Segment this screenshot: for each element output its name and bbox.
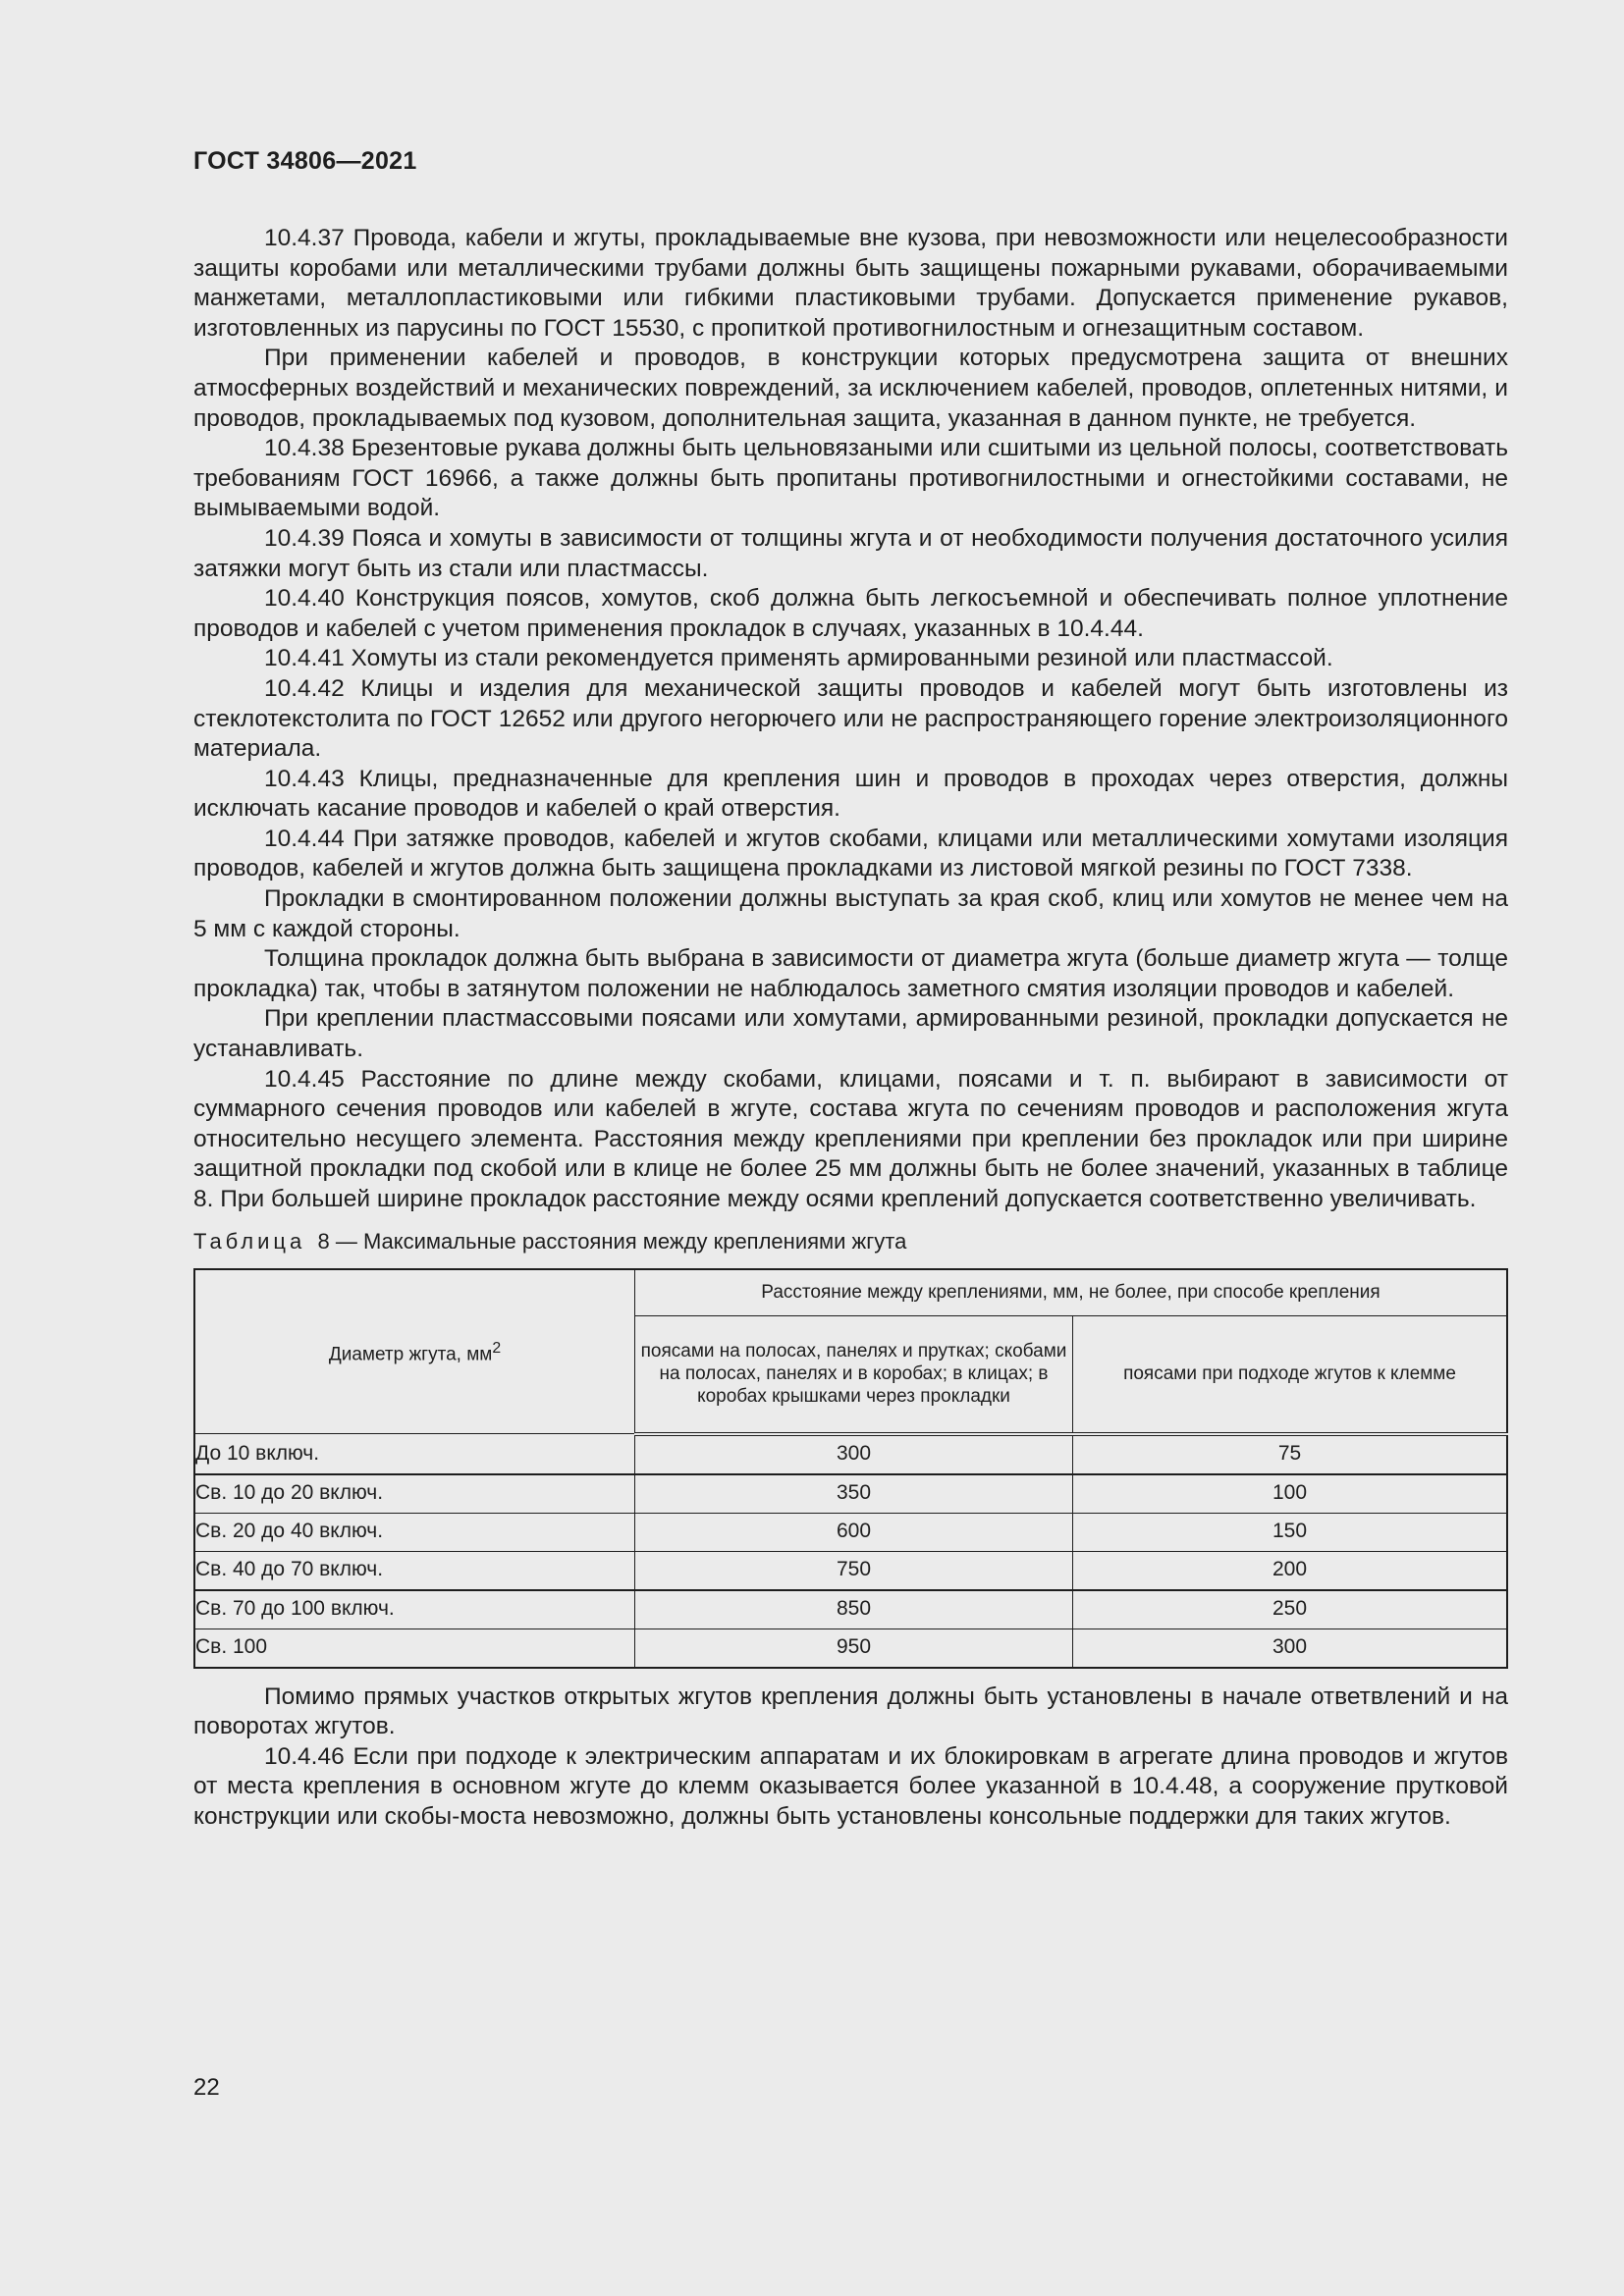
header-method-strips: поясами на полосах, панелях и прутках; скобами на полосах, панелях и в коробах; в клицах; в коробах крышками через прокладки: [635, 1315, 1073, 1434]
paragraph-10-4-37: 10.4.37 Провода, кабели и жгуты, прокладываемые вне кузова, при невозможности или нецелесообразности защиты коробами или металлическими трубами должны быть защищены пожарными рукавами, оборачиваемыми манжетами, металлопластиковыми или гибкими пластиковыми трубами. Допускается применение рукавов, изготовленных из парусины по ГОСТ 15530, с пропиткой противогнилостным и огнезащитным составом.: [193, 225, 1508, 342]
header-diameter: Диаметр жгута, $мм^2$: [194, 1269, 635, 1434]
row-value-terminal: 200: [1073, 1551, 1508, 1590]
paragraph: Толщина прокладок должна быть выбрана в зависимости от диаметра жгута (больше диаметр жгута — толще прокладка) так, чтобы в затянутом положении не наблюдалось заметного смятия изоляции проводов и кабелей.: [193, 945, 1508, 1002]
paragraph-10-4-43: 10.4.43 Клицы, предназначенные для крепления шин и проводов в проходах через отверстия, должны исключать касание проводов и кабелей о край отверстия.: [193, 765, 1508, 823]
paragraph: Прокладки в смонтированном положении должны выступать за края скоб, клиц или хомутов не менее чем на 5 мм с каждой стороны.: [193, 885, 1508, 942]
row-value-terminal: 150: [1073, 1513, 1508, 1551]
table-row: [194, 1590, 1507, 1629]
row-value-terminal: 100: [1073, 1474, 1508, 1514]
row-value-strips: 300: [635, 1434, 1073, 1474]
paragraph-10-4-39: 10.4.39 Пояса и хомуты в зависимости от толщины жгута и от необходимости получения достаточного усилия затяжки могут быть из стали или пластмассы.: [193, 524, 1508, 582]
paragraph: Помимо прямых участков открытых жгутов крепления должны быть установлены в начале ответвлений и на поворотах жгутов.: [193, 1682, 1508, 1740]
paragraph-10-4-45: 10.4.45 Расстояние по длине между скобами, клицами, поясами и т. п. выбирают в зависимости от суммарного сечения проводов или кабелей в жгуте, состава жгута по сечениям проводов и расположения жгута относительно несущего элемента. Расстояния между креплениями при креплении без прокладок или при ширине защитной прокладки под скобой или в клице не более 25 мм должны быть не более значений, указанных в таблице 8. При большей ширине прокладок расстояние между осями креплений допускается соответственно увеличивать.: [193, 1065, 1508, 1212]
paragraph: При применении кабелей и проводов, в конструкции которых предусмотрена защита от внешних атмосферных воздействий и механических повреждений, за исключением кабелей, проводов, оплетенных нитями, и проводов, прокладываемых под кузовом, дополнительная защита, указанная в данном пункте, не требуется.: [193, 345, 1508, 432]
row-diameter-label: До 10 включ.: [194, 1434, 635, 1474]
row-value-terminal: 300: [1073, 1629, 1508, 1668]
document-header: ГОСТ 34806—2021: [193, 147, 417, 175]
row-value-strips: 950: [635, 1629, 1073, 1668]
table-caption-label: Таблица: [193, 1228, 306, 1254]
paragraph-10-4-46: 10.4.46 Если при подходе к электрическим аппаратам и их блокировкам в агрегате длина проводов и жгутов от места крепления в основном жгуте до клемм оказывается более указанной в 10.4.48, а сооружение прутковой конструкции или скобы-моста невозможно, должны быть установлены консольные поддержки для таких жгутов.: [193, 1742, 1508, 1830]
table-8: [193, 1268, 1508, 1669]
table-row: [194, 1551, 1507, 1590]
header-distance-group: Расстояние между креплениями, мм, не более, при способе крепления: [635, 1269, 1508, 1316]
paragraph-10-4-40: 10.4.40 Конструкция поясов, хомутов, скоб должна быть легкосъемной и обеспечивать полное уплотнение проводов и кабелей с учетом применения прокладок в случаях, указанных в 10.4.44.: [193, 585, 1508, 642]
table-row: [194, 1474, 1507, 1514]
row-value-terminal: 75: [1073, 1434, 1508, 1474]
table-caption-text: 8 — Максимальные расстояния между креплениями жгута: [317, 1228, 907, 1254]
post-table-text: [193, 1682, 1508, 1833]
page-number: 22: [193, 2074, 220, 2101]
row-diameter-label: Св. 70 до 100 включ.: [194, 1590, 635, 1629]
row-diameter-label: Св. 20 до 40 включ.: [194, 1513, 635, 1551]
document-body: [193, 224, 1508, 1833]
paragraph-10-4-41: 10.4.41 Хомуты из стали рекомендуется применять армированными резиной или пластмассой.: [264, 645, 1333, 672]
table-caption: [193, 1227, 1508, 1256]
row-value-strips: 600: [635, 1513, 1073, 1551]
paragraph-10-4-42: 10.4.42 Клицы и изделия для механической защиты проводов и кабелей могут быть изготовлены из стеклотекстолита по ГОСТ 12652 или другого негорючего или не распространяющего горение электроизоляционного материала.: [193, 674, 1508, 763]
table-row: [194, 1629, 1507, 1668]
row-diameter-label: Св. 40 до 70 включ.: [194, 1551, 635, 1590]
paragraph-10-4-44: 10.4.44 При затяжке проводов, кабелей и жгутов скобами, клицами или металлическими хомутами изоляция проводов, кабелей и жгутов должна быть защищена прокладками из листовой мягкой резины по ГОСТ 7338.: [193, 825, 1508, 882]
row-value-strips: 350: [635, 1474, 1073, 1514]
row-value-terminal: 250: [1073, 1590, 1508, 1629]
table-row: [194, 1434, 1507, 1474]
row-value-strips: 750: [635, 1551, 1073, 1590]
table-row: [194, 1513, 1507, 1551]
paragraph-10-4-38: 10.4.38 Брезентовые рукава должны быть цельновязаными или сшитыми из цельной полосы, соответствовать требованиям ГОСТ 16966, а также должны быть пропитаны противогнилостными и огнестойкими составами, не вымываемыми водой.: [193, 435, 1508, 522]
paragraph: При креплении пластмассовыми поясами или хомутами, армированными резиной, прокладки допускается не устанавливать.: [193, 1005, 1508, 1063]
header-method-terminal: поясами при подходе жгутов к клемме: [1073, 1315, 1508, 1434]
row-diameter-label: Св. 10 до 20 включ.: [194, 1474, 635, 1514]
row-value-strips: 850: [635, 1590, 1073, 1629]
row-diameter-label: Св. 100: [194, 1629, 635, 1668]
